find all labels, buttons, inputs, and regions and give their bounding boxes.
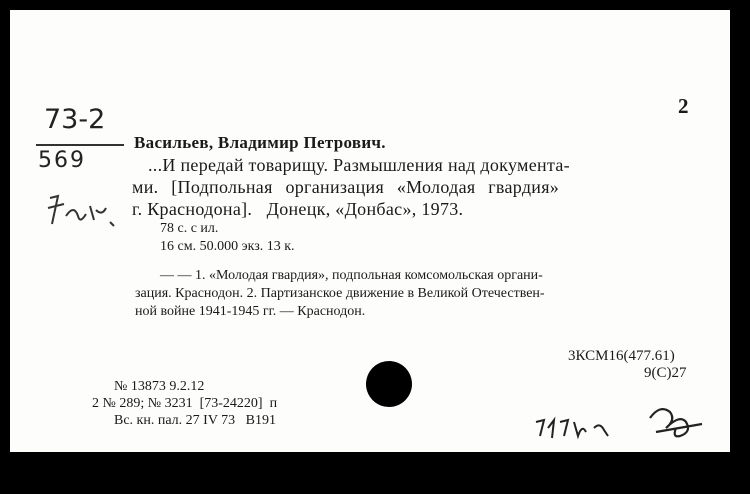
title-line: ми. [Подпольная организация «Молодая гвардия» [132, 177, 560, 197]
call-number-divider [36, 144, 124, 146]
registry-line: № 13873 9.2.12 [114, 379, 205, 394]
punch-hole [366, 361, 412, 407]
physical-description: 16 см. 50.000 экз. 13 к. [160, 239, 295, 254]
registry-line: Вс. кн. пал. 27 IV 73 В191 [114, 413, 277, 428]
physical-description: 78 с. с ил. [160, 221, 219, 236]
title-line: ...И передай товарищу. Размышления над документа- [148, 155, 570, 175]
call-number-top: 73-2 [44, 104, 106, 135]
subject-line: — — 1. «Молодая гвардия», подпольная комсомольская органи- [160, 268, 543, 283]
author-heading: Васильев, Владимир Петрович. [134, 133, 386, 152]
classification-code: 9(С)27 [644, 365, 687, 381]
classification-code: 3КСМ16(477.61) [568, 348, 675, 364]
subject-line: ной войне 1941-1945 гг. — Краснодон. [135, 304, 366, 319]
title-line: г. Краснодона]. Донецк, «Донбас», 1973. [132, 199, 464, 219]
handwritten-signature-icon [530, 398, 710, 448]
page-number: 2 [678, 94, 689, 118]
call-number-bottom: 569 [38, 148, 86, 173]
registry-line: 2 № 289; № 3231 [73-24220] п [92, 396, 278, 411]
subject-line: зация. Краснодон. 2. Партизанское движение в Великой Отечествен- [135, 286, 545, 301]
catalog-card [10, 10, 730, 452]
handwritten-mark-icon [44, 186, 124, 232]
